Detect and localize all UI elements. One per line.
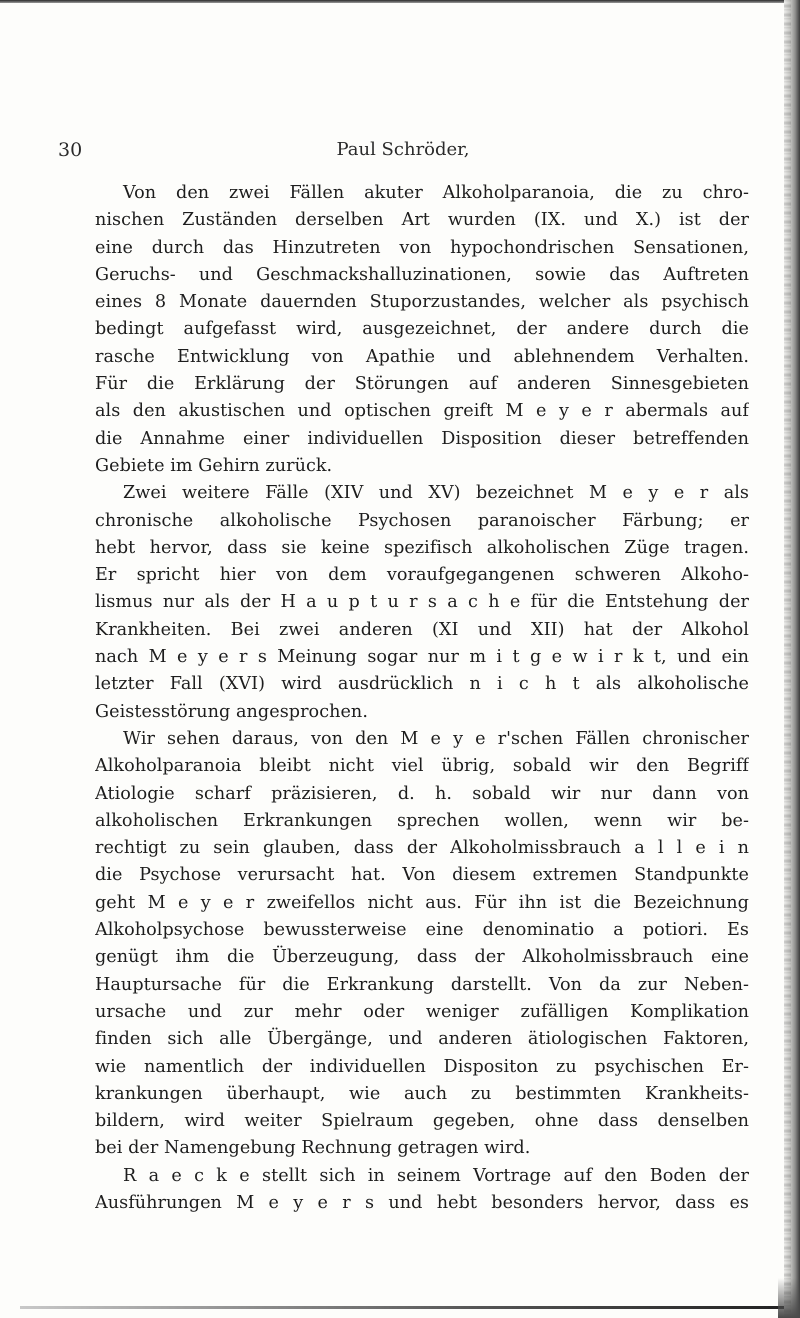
text-line: eines 8 Monate dauernden Stuporzustandes, welcher als psychisch	[95, 292, 749, 313]
text-line: die Annahme einer individuellen Disposition dieser betreffenden	[95, 428, 749, 449]
text-line: Krankheiten. Bei zwei anderen (XI und XII) hat der Alkohol	[95, 619, 749, 640]
text-line: rechtigt zu sein glauben, dass der Alkoholmissbrauch a l l e i n	[95, 838, 749, 859]
text-line: Für die Erklärung der Störungen auf anderen Sinnesgebieten	[95, 374, 749, 395]
scan-top-edge	[0, 0, 800, 3]
text-line: genügt ihm die Überzeugung, dass der Alkoholmissbrauch eine	[95, 947, 749, 968]
text-line: lismus nur als der H a u p t u r s a c h e für die Entstehung der	[95, 592, 749, 613]
body-text	[95, 180, 749, 1217]
text-line: hebt hervor, dass sie keine spezifisch alkoholischen Züge tragen.	[95, 537, 749, 558]
text-line: nischen Zuständen derselben Art wurden (IX. und X.) ist der	[95, 210, 749, 231]
text-line: eine durch das Hinzutreten von hypochondrischen Sensationen,	[95, 237, 749, 258]
text-line: rasche Entwicklung von Apathie und ablehnendem Verhalten.	[95, 346, 749, 367]
text-line: Gebiete im Gehirn zurück.	[95, 455, 333, 476]
running-head	[58, 136, 748, 164]
running-title: Paul Schröder,	[336, 139, 470, 160]
text-line: bedingt aufgefasst wird, ausgezeichnet, der andere durch die	[95, 319, 749, 340]
text-line: finden sich alle Übergänge, und anderen ätiologischen Faktoren,	[95, 1029, 749, 1050]
text-line: als den akustischen und optischen greift M e y e r abermals auf	[95, 401, 749, 422]
scan-right-edge	[784, 0, 800, 1318]
text-line: geht M e y e r zweifellos nicht aus. Für ihn ist die Bezeichnung	[95, 892, 749, 913]
text-line: Hauptursache für die Erkrankung darstellt. Von da zur Neben-	[95, 974, 749, 995]
text-line: Ausführungen M e y e r s und hebt besonders hervor, dass es	[95, 1192, 749, 1213]
page-number: 30	[58, 139, 83, 161]
text-line: Alkoholpsychose bewussterweise eine denominatio a potiori. Es	[95, 920, 749, 941]
text-line: alkoholischen Erkrankungen sprechen wollen, wenn wir be-	[95, 810, 749, 831]
scan-corner	[778, 1278, 800, 1318]
text-line: Atiologie scharf präzisieren, d. h. sobald wir nur dann von	[95, 783, 749, 804]
text-line: R a e c k e stellt sich in seinem Vortrage auf den Boden der	[123, 1165, 749, 1186]
text-line: letzter Fall (XVI) wird ausdrücklich n i c h t als alkoholische	[95, 674, 749, 695]
text-line: Er spricht hier von dem voraufgegangenen schweren Alkoho-	[95, 565, 749, 586]
text-line: chronische alkoholische Psychosen paranoischer Färbung; er	[95, 510, 749, 531]
scan-bottom-edge	[20, 1306, 784, 1309]
text-line: Von den zwei Fällen akuter Alkoholparanoia, die zu chro-	[123, 183, 749, 203]
text-line: Geistesstörung angesprochen.	[95, 701, 368, 722]
text-line: nach M e y e r s Meinung sogar nur m i t g e w i r k t, und ein	[95, 647, 749, 668]
text-line: bildern, wird weiter Spielraum gegeben, ohne dass denselben	[95, 1111, 749, 1132]
text-line: die Psychose verursacht hat. Von diesem extremen Standpunkte	[95, 865, 749, 886]
text-line: Geruchs- und Geschmackshalluzinationen, sowie das Auftreten	[95, 264, 749, 285]
text-line: Zwei weitere Fälle (XIV und XV) bezeichnet M e y e r als	[123, 483, 749, 504]
text-line: ursache und zur mehr oder weniger zufälligen Komplikation	[95, 1001, 749, 1022]
text-line: wie namentlich der individuellen Dispositon zu psychischen Er-	[95, 1056, 749, 1077]
text-line: krankungen überhaupt, wie auch zu bestimmten Krankheits-	[95, 1083, 749, 1104]
text-line: bei der Namengebung Rechnung getragen wird.	[95, 1138, 531, 1159]
text-line: Alkoholparanoia bleibt nicht viel übrig, sobald wir den Begriff	[95, 756, 749, 777]
text-line: Wir sehen daraus, von den M e y e r'schen Fällen chronischer	[123, 728, 749, 749]
